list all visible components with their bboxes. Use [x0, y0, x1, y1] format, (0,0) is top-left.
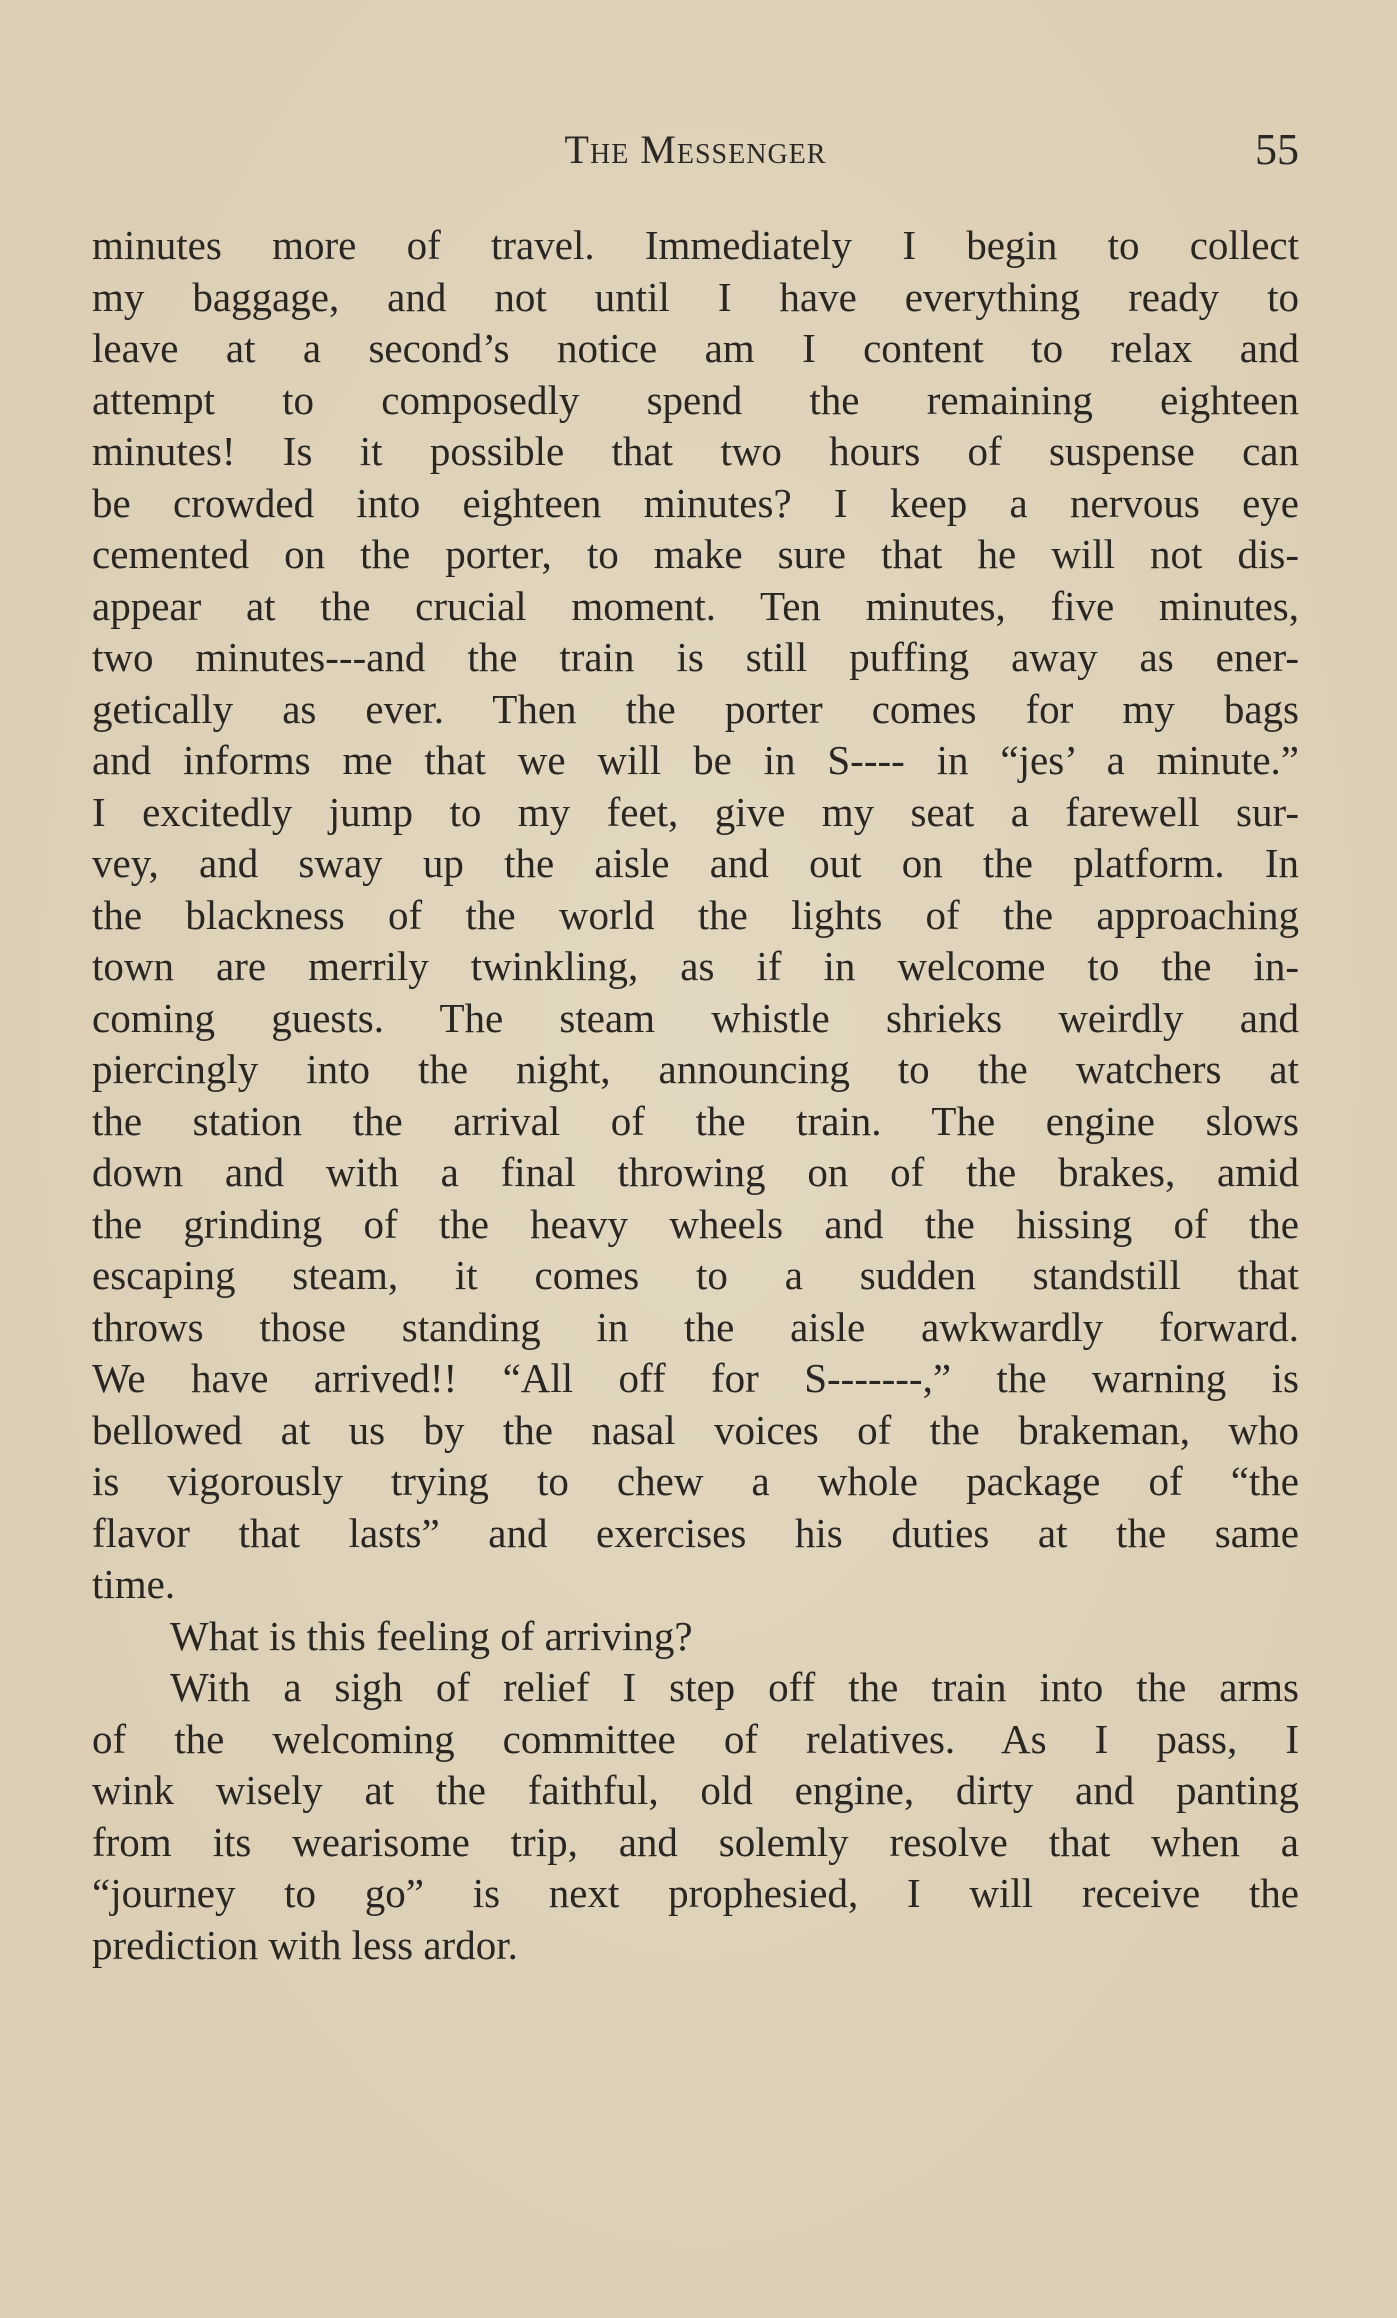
text-line: wink wisely at the faithful, old engine, dirty and panting [92, 1767, 1299, 1813]
text-line: and informs me that we will be in S---- in “jes’ a minute.” [92, 737, 1299, 783]
text-line: coming guests. The steam whistle shrieks weirdly and [92, 994, 1299, 1041]
running-title: The Messenger [564, 127, 827, 172]
text-line: prediction with less ardor. [92, 1921, 518, 1968]
text-line: What is this feeling of arriving? [170, 1612, 693, 1659]
text-line: minutes! Is it possible that two hours of suspense can [92, 428, 1299, 474]
text-line: “journey to go” is next prophesied, I will receive the [92, 1870, 1299, 1916]
text-line: leave at a second’s notice am I content to relax and [92, 325, 1299, 371]
text-line: cemented on the porter, to make sure that he will not dis- [92, 531, 1299, 577]
text-line: my baggage, and not until I have everything ready to [92, 273, 1299, 320]
text-line: piercingly into the night, announcing to the watchers at [92, 1046, 1299, 1092]
text-line: of the welcoming committee of relatives. As I pass, I [92, 1715, 1299, 1762]
text-line: the blackness of the world the lights of the approaching [92, 891, 1299, 938]
text-line: With a sigh of relief I step off the train into the arms [170, 1664, 1299, 1710]
paragraph [92, 1611, 1299, 1663]
text-line: appear at the crucial moment. Ten minutes, five minutes, [92, 582, 1299, 629]
page-number: 55 [1255, 125, 1299, 174]
text-line: town are merrily twinkling, as if in welcome to the in- [92, 943, 1299, 989]
text-line: escaping steam, it comes to a sudden standstill that [92, 1252, 1299, 1298]
text-line: the grinding of the heavy wheels and the hissing of the [92, 1200, 1299, 1247]
text-line: attempt to composedly spend the remaining eighteen [92, 376, 1299, 423]
text-line: two minutes---and the train is still puffing away as ener- [92, 634, 1299, 680]
text-line: down and with a final throwing on of the brakes, amid [92, 1149, 1299, 1195]
body-text [92, 220, 1299, 1971]
text-line: I excitedly jump to my feet, give my seat a farewell sur- [92, 788, 1299, 835]
text-line: We have arrived!! “All off for S-------,” the warning is [92, 1355, 1299, 1401]
paragraph [92, 220, 1299, 1611]
text-line: vey, and sway up the aisle and out on the platform. In [92, 840, 1299, 886]
text-line: getically as ever. Then the porter comes for my bags [92, 685, 1299, 732]
text-line: be crowded into eighteen minutes? I keep a nervous eye [92, 479, 1299, 526]
text-line: flavor that lasts” and exercises his duties at the same [92, 1509, 1299, 1556]
text-line: the station the arrival of the train. The engine slows [92, 1097, 1299, 1144]
text-line: throws those standing in the aisle awkwardly forward. [92, 1303, 1299, 1350]
text-line: from its wearisome trip, and solemly resolve that when a [92, 1818, 1299, 1865]
text-line: minutes more of travel. Immediately I begin to collect [92, 222, 1299, 268]
text-line: time. [92, 1561, 176, 1607]
text-line: is vigorously trying to chew a whole package of “the [92, 1458, 1299, 1504]
paragraph [92, 1662, 1299, 1971]
text-line: bellowed at us by the nasal voices of the brakeman, who [92, 1406, 1299, 1453]
running-head [92, 120, 1299, 180]
